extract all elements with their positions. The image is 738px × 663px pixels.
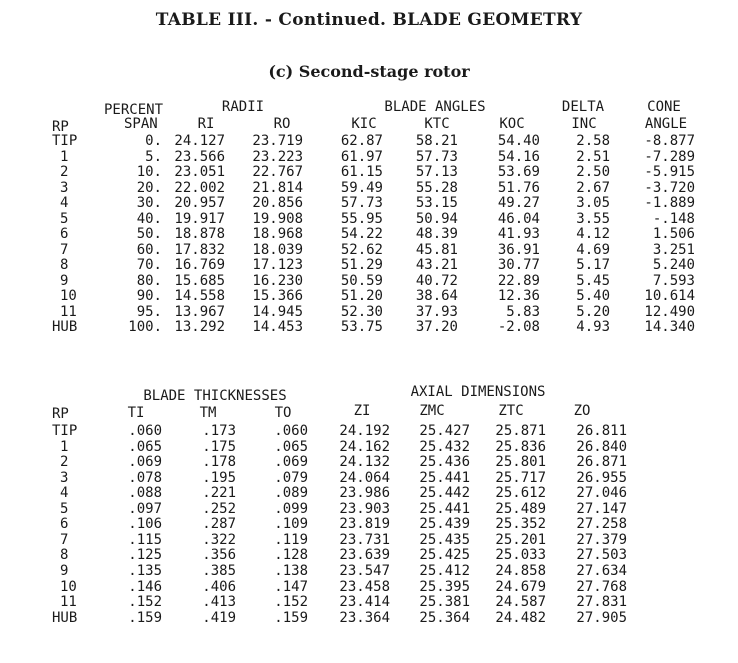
row-label: 4	[60, 485, 69, 502]
ktc-value: 37.93	[415, 303, 458, 320]
ro-value: 23.719	[252, 133, 303, 149]
row-label: 8	[60, 257, 69, 273]
table-title: TABLE III. - Continued. BLADE GEOMETRY	[155, 10, 583, 30]
ro-value: 17.123	[252, 257, 303, 273]
ktc-value: 58.21	[415, 133, 458, 149]
zo-value: 27.258	[576, 516, 627, 533]
cone-header: CONE	[647, 99, 681, 115]
ro-value: 14.453	[252, 319, 303, 335]
ztc-value: 25.871	[495, 423, 546, 439]
span-column-header: SPAN	[124, 116, 158, 132]
percent-header: PERCENT	[104, 102, 164, 118]
row-label: HUB	[52, 609, 78, 626]
row-label: TIP	[52, 133, 78, 149]
zmc-value: 25.381	[419, 594, 470, 611]
ro-value: 18.039	[252, 241, 303, 258]
tm-value: .419	[202, 609, 236, 626]
inc-value: 3.05	[576, 195, 610, 211]
row-label: 4	[60, 195, 69, 211]
to-value: .128	[274, 547, 308, 564]
tm-value: .178	[202, 454, 236, 471]
ti-value: .115	[128, 531, 162, 548]
koc-value: 22.89	[497, 272, 540, 289]
ztc-column-header: ZTC	[498, 403, 524, 419]
ti-value: .065	[128, 438, 162, 455]
koc-value: 46.04	[497, 210, 540, 227]
row-label: 11	[60, 303, 77, 320]
zmc-value: 25.435	[419, 531, 470, 548]
span-value: 60.	[136, 241, 162, 258]
tm-value: .287	[202, 516, 236, 533]
ktc-value: 40.72	[415, 272, 458, 289]
to-value: .069	[274, 454, 308, 471]
ti-value: .060	[128, 423, 162, 439]
koc-value: 49.27	[497, 195, 540, 211]
angle-value: -7.289	[644, 148, 695, 165]
zmc-value: 25.439	[419, 516, 470, 533]
blade-thicknesses-header: BLADE THICKNESSES	[143, 388, 287, 404]
kic-value: 59.49	[340, 179, 383, 196]
zmc-value: 25.436	[419, 454, 470, 471]
to-value: .060	[274, 423, 308, 439]
angle-value: 7.593	[652, 272, 695, 289]
koc-column-header: KOC	[499, 116, 525, 132]
kic-value: 51.20	[340, 288, 383, 304]
ro-value: 14.945	[252, 303, 303, 320]
tm-value: .322	[202, 531, 236, 548]
ri-value: 20.957	[174, 195, 225, 211]
ro-value: 23.223	[252, 148, 303, 165]
inc-value: 4.93	[576, 319, 610, 335]
span-value: 50.	[136, 226, 162, 242]
ti-value: .159	[128, 609, 162, 626]
ztc-value: 24.482	[495, 609, 546, 626]
to-column-header: TO	[274, 405, 292, 421]
to-value: .079	[274, 469, 308, 486]
koc-value: 36.91	[497, 241, 540, 258]
ro-value: 22.767	[252, 164, 303, 180]
span-value: 95.	[136, 303, 162, 320]
rp-column-header: RP	[52, 119, 69, 135]
row-label: HUB	[52, 319, 78, 335]
span-value: 0.	[145, 133, 162, 149]
ktc-value: 37.20	[415, 319, 458, 335]
span-value: 80.	[136, 272, 162, 289]
span-value: 20.	[136, 179, 162, 196]
inc-value: 3.55	[576, 210, 610, 227]
row-label: 7	[60, 531, 69, 548]
span-value: 40.	[136, 210, 162, 227]
to-value: .065	[274, 438, 308, 455]
ktc-value: 57.73	[415, 148, 458, 165]
zo-value: 27.831	[576, 594, 627, 611]
zi-value: 23.639	[339, 547, 390, 564]
row-label: 2	[60, 164, 69, 180]
ztc-value: 25.033	[495, 547, 546, 564]
span-value: 70.	[136, 257, 162, 273]
row-label: 10	[60, 578, 77, 595]
zi-column-header: ZI	[353, 403, 371, 419]
zo-value: 27.046	[576, 485, 627, 502]
zmc-value: 25.441	[419, 469, 470, 486]
koc-value: 54.16	[497, 148, 540, 165]
ro-value: 19.908	[252, 210, 303, 227]
table-subtitle: (c) Second-stage rotor	[268, 62, 470, 81]
ztc-value: 24.858	[495, 562, 546, 579]
ri-value: 15.685	[174, 272, 225, 289]
zi-value: 23.547	[339, 562, 390, 579]
to-value: .119	[274, 531, 308, 548]
row-label: 8	[60, 547, 69, 564]
zi-value: 23.731	[339, 531, 390, 548]
angle-value: -1.889	[644, 195, 695, 211]
ro-value: 16.230	[252, 272, 303, 289]
row-label: 11	[60, 594, 77, 611]
inc-column-header: INC	[571, 116, 597, 132]
zi-value: 23.458	[339, 578, 390, 595]
zo-column-header: ZO	[573, 403, 591, 419]
ri-value: 23.566	[174, 148, 225, 165]
zmc-value: 25.395	[419, 578, 470, 595]
ro-column-header: RO	[273, 116, 291, 132]
span-value: 10.	[136, 164, 162, 180]
koc-value: 53.69	[497, 164, 540, 180]
blade-angles-header: BLADE ANGLES	[384, 99, 486, 115]
ti-value: .152	[128, 594, 162, 611]
kic-value: 61.97	[340, 148, 383, 165]
angle-value: 5.240	[652, 257, 695, 273]
ro-value: 15.366	[252, 288, 303, 304]
row-label: 6	[60, 516, 69, 533]
ri-value: 13.967	[174, 303, 225, 320]
ztc-value: 25.836	[495, 438, 546, 455]
tm-value: .173	[202, 423, 236, 439]
inc-value: 5.20	[576, 303, 610, 320]
zmc-value: 25.427	[419, 423, 470, 439]
tm-value: .406	[202, 578, 236, 595]
inc-value: 2.51	[576, 148, 610, 165]
ri-value: 22.002	[174, 179, 225, 196]
angle-value: 14.340	[644, 319, 695, 335]
zo-value: 27.503	[576, 547, 627, 564]
ktc-value: 50.94	[415, 210, 458, 227]
angle-value: -3.720	[644, 179, 695, 196]
kic-value: 51.29	[340, 257, 383, 273]
ktc-column-header: KTC	[424, 116, 450, 132]
ri-value: 17.832	[174, 241, 225, 258]
row-label: 9	[60, 562, 69, 579]
kic-value: 57.73	[340, 195, 383, 211]
koc-value: 12.36	[497, 288, 540, 304]
ti-value: .088	[128, 485, 162, 502]
ro-value: 20.856	[252, 195, 303, 211]
zo-value: 27.147	[576, 500, 627, 517]
ti-value: .106	[128, 516, 162, 533]
to-value: .089	[274, 485, 308, 502]
zmc-column-header: ZMC	[419, 403, 445, 419]
zi-value: 23.986	[339, 485, 390, 502]
zo-value: 26.955	[576, 469, 627, 486]
to-value: .109	[274, 516, 308, 533]
ri-column-header: RI	[197, 116, 215, 132]
zi-value: 24.132	[339, 454, 390, 471]
kic-value: 50.59	[340, 272, 383, 289]
tm-value: .195	[202, 469, 236, 486]
tm-value: .356	[202, 547, 236, 564]
ri-value: 23.051	[174, 164, 225, 180]
ti-value: .097	[128, 500, 162, 517]
zi-value: 23.903	[339, 500, 390, 517]
row-label: 10	[60, 288, 77, 304]
tm-value: .413	[202, 594, 236, 611]
kic-value: 55.95	[340, 210, 383, 227]
ri-value: 16.769	[174, 257, 225, 273]
zo-value: 27.634	[576, 562, 627, 579]
ro-value: 21.814	[252, 179, 303, 196]
ri-value: 13.292	[174, 319, 225, 335]
zmc-value: 25.425	[419, 547, 470, 564]
row-label: TIP	[52, 423, 78, 439]
tm-column-header: TM	[199, 405, 217, 421]
ri-value: 14.558	[174, 288, 225, 304]
ti-value: .125	[128, 547, 162, 564]
row-label: 1	[60, 148, 69, 165]
koc-value: -2.08	[497, 319, 540, 335]
span-value: 90.	[136, 288, 162, 304]
zmc-value: 25.442	[419, 485, 470, 502]
ztc-value: 25.717	[495, 469, 546, 486]
radii-header: RADII	[221, 99, 265, 115]
zi-value: 23.414	[339, 594, 390, 611]
to-value: .147	[274, 578, 308, 595]
koc-value: 51.76	[497, 179, 540, 196]
tm-value: .175	[202, 438, 236, 455]
zi-value: 24.192	[339, 423, 390, 439]
kic-value: 52.30	[340, 303, 383, 320]
row-label: 5	[60, 210, 69, 227]
tm-value: .385	[202, 562, 236, 579]
inc-value: 2.50	[576, 164, 610, 180]
kic-column-header: KIC	[351, 116, 377, 132]
kic-value: 53.75	[340, 319, 383, 335]
row-label: 2	[60, 454, 69, 471]
kic-value: 54.22	[340, 226, 383, 242]
ti-value: .146	[128, 578, 162, 595]
ktc-value: 57.13	[415, 164, 458, 180]
row-label: 3	[60, 469, 69, 486]
inc-value: 5.17	[576, 257, 610, 273]
row-label: 1	[60, 438, 69, 455]
ti-column-header: TI	[127, 405, 145, 421]
zo-value: 27.768	[576, 578, 627, 595]
zmc-value: 25.441	[419, 500, 470, 517]
row-label: 6	[60, 226, 69, 242]
ti-value: .069	[128, 454, 162, 471]
axial-dimensions-header: AXIAL DIMENSIONS	[410, 384, 546, 400]
angle-value: 3.251	[652, 241, 695, 258]
ri-value: 19.917	[174, 210, 225, 227]
koc-value: 54.40	[497, 133, 540, 149]
ri-value: 18.878	[174, 226, 225, 242]
to-value: .159	[274, 609, 308, 626]
ktc-value: 53.15	[415, 195, 458, 211]
angle-value: -8.877	[644, 133, 695, 149]
ztc-value: 25.489	[495, 500, 546, 517]
ti-value: .078	[128, 469, 162, 486]
ztc-value: 25.352	[495, 516, 546, 533]
angle-column-header: ANGLE	[644, 116, 688, 132]
kic-value: 52.62	[340, 241, 383, 258]
zo-value: 26.871	[576, 454, 627, 471]
ztc-value: 24.587	[495, 594, 546, 611]
zi-value: 24.162	[339, 438, 390, 455]
zmc-value: 25.412	[419, 562, 470, 579]
zo-value: 26.840	[576, 438, 627, 455]
zmc-value: 25.432	[419, 438, 470, 455]
kic-value: 61.15	[340, 164, 383, 180]
ro-value: 18.968	[252, 226, 303, 242]
inc-value: 5.45	[576, 272, 610, 289]
inc-value: 2.58	[576, 133, 610, 149]
row-label: 9	[60, 272, 69, 289]
rp-column-header: RP	[52, 406, 69, 422]
angle-value: -.148	[652, 210, 695, 227]
angle-value: 12.490	[644, 303, 695, 320]
ktc-value: 55.28	[415, 179, 458, 196]
delta-header: DELTA	[561, 99, 605, 115]
zo-value: 27.905	[576, 609, 627, 626]
ztc-value: 25.612	[495, 485, 546, 502]
span-value: 30.	[136, 195, 162, 211]
to-value: .138	[274, 562, 308, 579]
ktc-value: 38.64	[415, 288, 458, 304]
zi-value: 23.364	[339, 609, 390, 626]
to-value: .152	[274, 594, 308, 611]
ztc-value: 25.801	[495, 454, 546, 471]
zo-value: 26.811	[576, 423, 627, 439]
koc-value: 5.83	[506, 303, 540, 320]
tm-value: .252	[202, 500, 236, 517]
koc-value: 41.93	[497, 226, 540, 242]
ktc-value: 43.21	[415, 257, 458, 273]
zi-value: 23.819	[339, 516, 390, 533]
angle-value: 10.614	[644, 288, 695, 304]
tm-value: .221	[202, 485, 236, 502]
koc-value: 30.77	[497, 257, 540, 273]
inc-value: 4.69	[576, 241, 610, 258]
zmc-value: 25.364	[419, 609, 470, 626]
inc-value: 2.67	[576, 179, 610, 196]
zi-value: 24.064	[339, 469, 390, 486]
ktc-value: 48.39	[415, 226, 458, 242]
zo-value: 27.379	[576, 531, 627, 548]
to-value: .099	[274, 500, 308, 517]
span-value: 100.	[128, 319, 162, 335]
span-value: 5.	[145, 148, 162, 165]
kic-value: 62.87	[340, 133, 383, 149]
ztc-value: 24.679	[495, 578, 546, 595]
row-label: 3	[60, 179, 69, 196]
ri-value: 24.127	[174, 133, 225, 149]
angle-value: -5.915	[644, 164, 695, 180]
row-label: 5	[60, 500, 69, 517]
inc-value: 4.12	[576, 226, 610, 242]
ztc-value: 25.201	[495, 531, 546, 548]
ti-value: .135	[128, 562, 162, 579]
angle-value: 1.506	[652, 226, 695, 242]
ktc-value: 45.81	[415, 241, 458, 258]
inc-value: 5.40	[576, 288, 610, 304]
row-label: 7	[60, 241, 69, 258]
